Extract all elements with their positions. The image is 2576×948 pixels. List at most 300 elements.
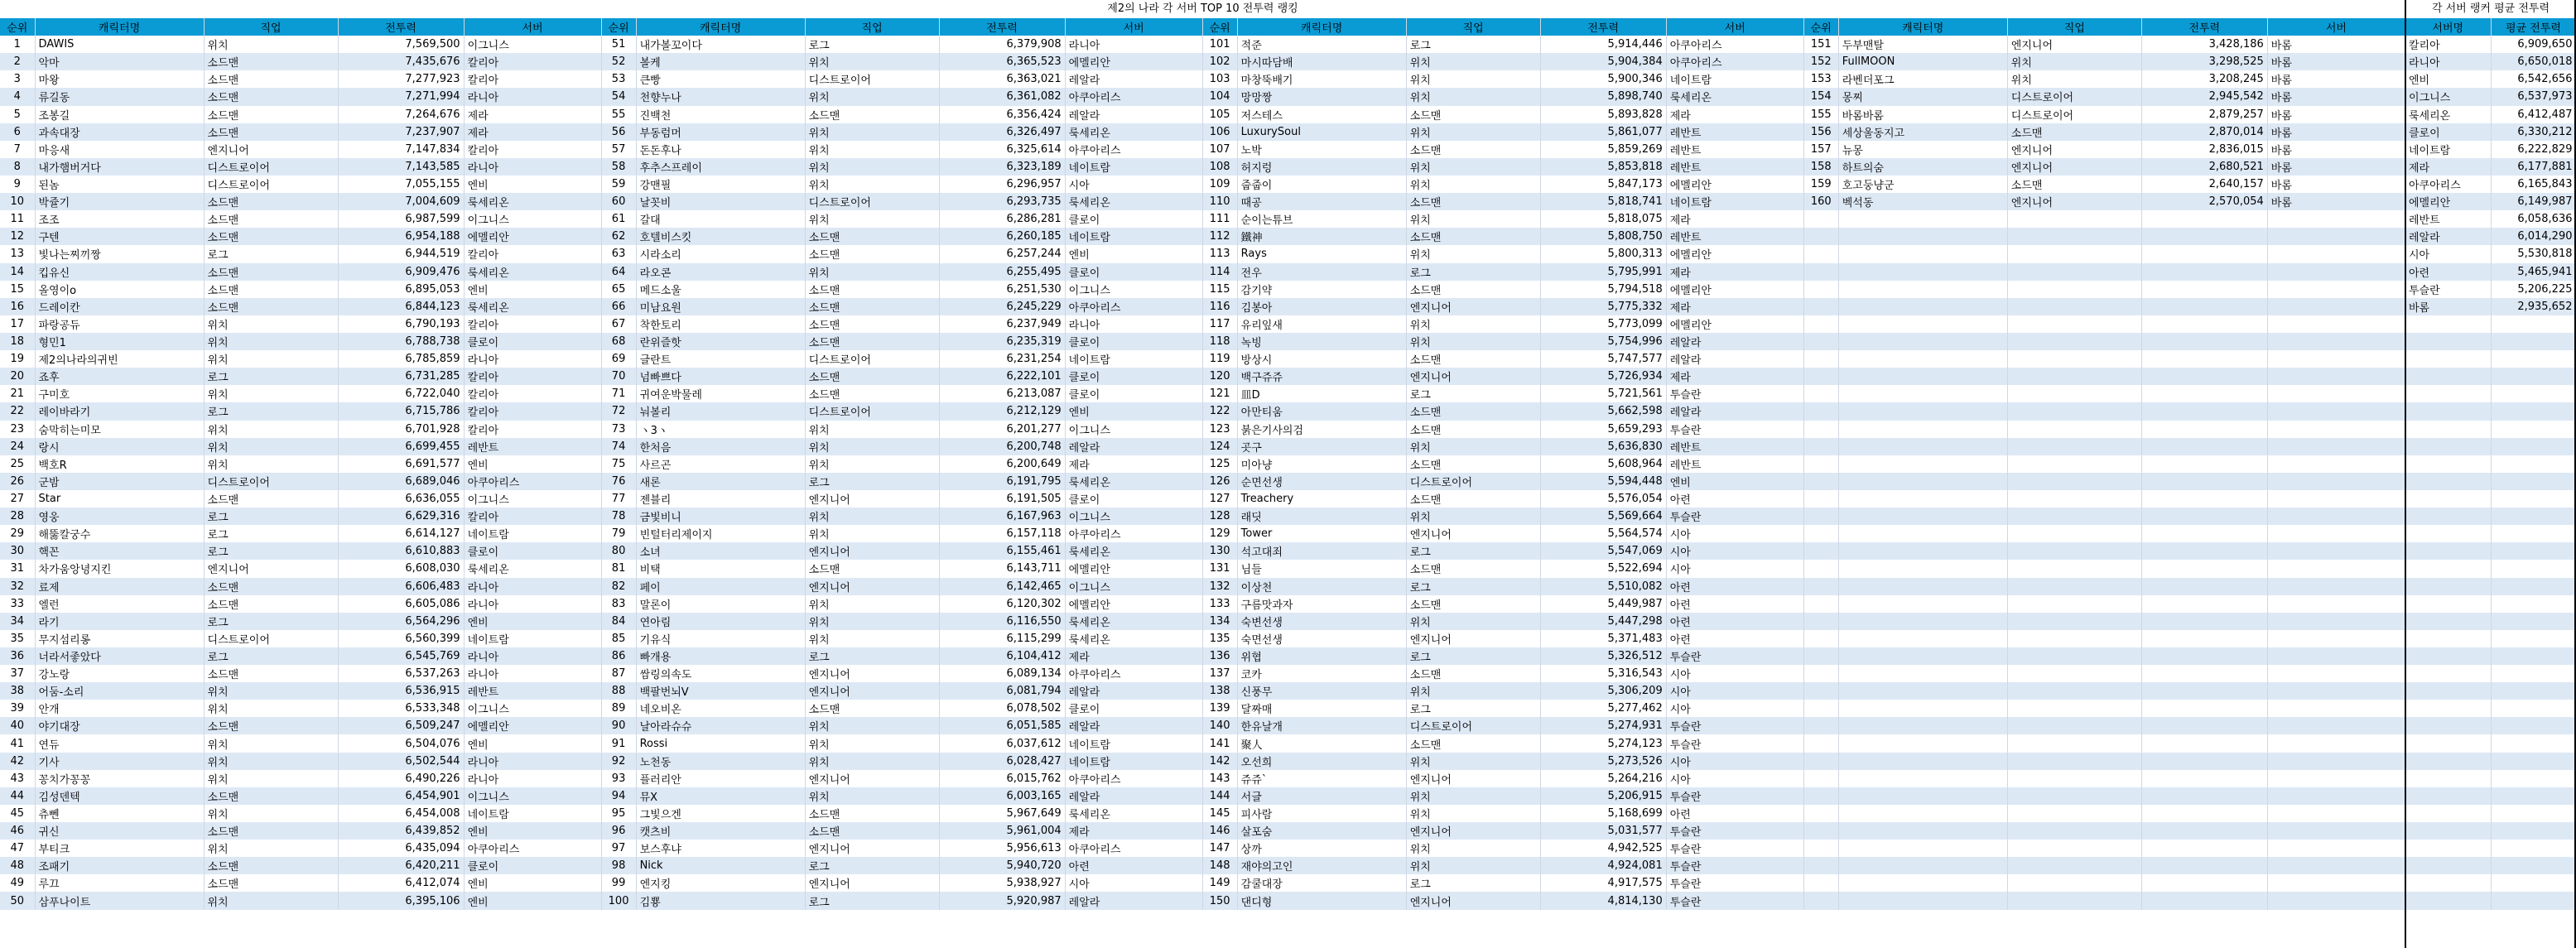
empty-cell — [2007, 753, 2141, 770]
cell-power: 7,004,609 — [338, 193, 464, 210]
server-row — [2405, 123, 2576, 141]
server-row — [2405, 333, 2576, 350]
cell-rank: 66 — [601, 298, 636, 315]
cell-power: 6,286,281 — [939, 210, 1065, 228]
cell-rank: 142 — [1202, 753, 1237, 770]
cell-power: 6,104,412 — [939, 647, 1065, 665]
cell-rank: 134 — [1202, 613, 1237, 630]
cell-class: 엔지니어 — [1406, 822, 1540, 840]
cell-class: 소드맨 — [204, 595, 338, 613]
empty-cell — [2491, 717, 2576, 734]
cell-name: 조봉길 — [35, 106, 204, 123]
empty-cell — [2491, 438, 2576, 455]
empty-cell — [2267, 630, 2405, 647]
empty-cell — [2491, 368, 2576, 385]
cell-name: 드레이칸 — [35, 298, 204, 315]
empty-cell — [2141, 350, 2267, 368]
empty-cell — [2267, 350, 2405, 368]
cell-rank: 38 — [0, 682, 35, 700]
cell-server: 에멜리안 — [1065, 560, 1202, 577]
empty-cell — [2267, 385, 2405, 402]
cell-class: 엔지니어 — [805, 840, 939, 857]
cell-class: 소드맨 — [805, 315, 939, 333]
empty-cell — [2007, 717, 2141, 734]
server-row — [2405, 88, 2576, 105]
empty-cell — [1838, 700, 2007, 717]
cell-rank: 100 — [601, 892, 636, 909]
cell-server: 투슬란 — [1666, 857, 1803, 874]
cell-class: 디스트로이어 — [805, 70, 939, 88]
cell-server: 레알라 — [1065, 682, 1202, 700]
cell-power: 6,537,263 — [338, 665, 464, 682]
cell-class: 로그 — [1406, 542, 1540, 560]
cell-name: 한처음 — [636, 438, 805, 455]
cell-rank: 81 — [601, 560, 636, 577]
cell-name: 재야의고인 — [1237, 857, 1406, 874]
cell-power: 5,808,750 — [1540, 228, 1666, 245]
empty-cell — [2491, 350, 2576, 368]
server-row — [2405, 281, 2576, 298]
cell-power: 5,893,828 — [1540, 106, 1666, 123]
cell-class: 소드맨 — [1406, 106, 1540, 123]
cell-rank: 49 — [0, 874, 35, 892]
cell-name: 새론 — [636, 473, 805, 490]
cell-power: 6,954,188 — [338, 228, 464, 245]
table-row — [0, 647, 2405, 665]
cell-power: 6,257,244 — [939, 245, 1065, 262]
empty-cell — [1803, 822, 1838, 840]
cell-rank: 101 — [1202, 36, 1237, 53]
cell-power: 6,605,086 — [338, 595, 464, 613]
empty-cell — [1803, 578, 1838, 595]
empty-cell — [1803, 665, 1838, 682]
cell-name: 김봉아 — [1237, 298, 1406, 315]
cell-name: 엔지킹 — [636, 874, 805, 892]
cell-class: 소드맨 — [1406, 595, 1540, 613]
cell-class: 로그 — [204, 402, 338, 420]
cell-name: 눠볼리 — [636, 402, 805, 420]
cell-name: 빛나는찌끼짱 — [35, 245, 204, 262]
cell-name: 라오콘 — [636, 263, 805, 281]
empty-cell — [2491, 787, 2576, 805]
cell-power: 5,576,054 — [1540, 490, 1666, 508]
empty-cell — [1803, 770, 1838, 787]
cell-power: 6,533,348 — [338, 700, 464, 717]
column-header-power: 전투력 — [338, 18, 464, 36]
cell-rank: 65 — [601, 281, 636, 298]
empty-cell — [2491, 822, 2576, 840]
cell-server: 레알라 — [1666, 333, 1803, 350]
cell-server: 바롬 — [2267, 70, 2405, 88]
empty-cell — [2267, 613, 2405, 630]
column-header-power: 전투력 — [939, 18, 1065, 36]
empty-cell — [2491, 613, 2576, 630]
server-row — [2405, 822, 2576, 840]
cell-power: 6,731,285 — [338, 368, 464, 385]
cell-name: 숙변선생 — [1237, 613, 1406, 630]
cell-power: 6,560,399 — [338, 630, 464, 647]
cell-name: 박쥴기 — [35, 193, 204, 210]
empty-cell — [2491, 840, 2576, 857]
cell-power: 2,945,542 — [2141, 88, 2267, 105]
cell-name: 코카 — [1237, 665, 1406, 682]
empty-cell — [2007, 350, 2141, 368]
cell-name: 파랑공듀 — [35, 315, 204, 333]
cell-power: 6,051,585 — [939, 717, 1065, 734]
empty-cell — [1838, 874, 2007, 892]
empty-cell — [2007, 857, 2141, 874]
empty-cell — [2405, 770, 2491, 787]
empty-cell — [2267, 315, 2405, 333]
cell-class: 로그 — [204, 508, 338, 525]
cell-rank: 152 — [1803, 53, 1838, 70]
cell-class: 위치 — [1406, 805, 1540, 822]
server-row — [2405, 402, 2576, 420]
cell-rank: 6 — [0, 123, 35, 141]
empty-cell — [2491, 421, 2576, 438]
cell-server: 이그니스 — [1065, 578, 1202, 595]
empty-cell — [2491, 595, 2576, 613]
cell-name: 세상울동지고 — [1838, 123, 2007, 141]
cell-class: 위치 — [805, 455, 939, 473]
cell-server: 제라 — [464, 106, 601, 123]
cell-server: 룩세리온 — [1065, 630, 1202, 647]
cell-rank: 147 — [1202, 840, 1237, 857]
empty-cell — [1838, 665, 2007, 682]
table-row — [0, 857, 2405, 874]
cell-name: Rays — [1237, 245, 1406, 262]
server-row — [2405, 682, 2576, 700]
cell-rank: 30 — [0, 542, 35, 560]
cell-average-power: 6,650,018 — [2491, 53, 2576, 70]
cell-name: 기유식 — [636, 630, 805, 647]
cell-rank: 18 — [0, 333, 35, 350]
cell-name: 미아냥 — [1237, 455, 1406, 473]
cell-server: 바롬 — [2267, 193, 2405, 210]
empty-cell — [2007, 665, 2141, 682]
cell-rank: 121 — [1202, 385, 1237, 402]
cell-power: 6,157,118 — [939, 525, 1065, 542]
cell-server: 바롬 — [2267, 36, 2405, 53]
cell-rank: 95 — [601, 805, 636, 822]
cell-class: 위치 — [204, 892, 338, 909]
cell-name: 과속대장 — [35, 123, 204, 141]
empty-cell — [2267, 734, 2405, 752]
cell-name: 바롬바롬 — [1838, 106, 2007, 123]
cell-rank: 86 — [601, 647, 636, 665]
column-header-server: 서버 — [2267, 18, 2405, 36]
cell-server: 레반트 — [464, 438, 601, 455]
cell-power: 2,680,521 — [2141, 158, 2267, 176]
table-row — [0, 263, 2405, 281]
cell-power: 5,795,991 — [1540, 263, 1666, 281]
cell-name: 볼케 — [636, 53, 805, 70]
cell-rank: 68 — [601, 333, 636, 350]
empty-cell — [1838, 734, 2007, 752]
cell-name: 래딧 — [1237, 508, 1406, 525]
cell-power: 6,222,101 — [939, 368, 1065, 385]
empty-cell — [1803, 455, 1838, 473]
cell-server: 이그니스 — [1065, 508, 1202, 525]
cell-name: 라기 — [35, 613, 204, 630]
cell-server: 라니아 — [464, 158, 601, 176]
empty-cell — [2405, 613, 2491, 630]
cell-server: 엔비 — [464, 892, 601, 909]
empty-cell — [2405, 542, 2491, 560]
empty-cell — [1803, 857, 1838, 874]
empty-cell — [2007, 228, 2141, 245]
cell-power: 6,699,455 — [338, 438, 464, 455]
cell-class: 로그 — [1406, 647, 1540, 665]
cell-power: 4,942,525 — [1540, 840, 1666, 857]
table-row — [0, 333, 2405, 350]
empty-cell — [2405, 822, 2491, 840]
cell-class: 소드맨 — [204, 210, 338, 228]
cell-rank: 21 — [0, 385, 35, 402]
cell-class: 소드맨 — [805, 298, 939, 315]
server-row — [2405, 892, 2576, 909]
cell-rank: 99 — [601, 874, 636, 892]
empty-cell — [2405, 892, 2491, 909]
cell-server: 레알라 — [1065, 892, 1202, 909]
server-row — [2405, 385, 2576, 402]
cell-server: 엔비 — [464, 281, 601, 298]
empty-cell — [1838, 350, 2007, 368]
cell-name: 올영이o — [35, 281, 204, 298]
server-row — [2405, 630, 2576, 647]
cell-class: 로그 — [805, 36, 939, 53]
cell-rank: 14 — [0, 263, 35, 281]
cell-name: 군밤 — [35, 473, 204, 490]
cell-name: 조조 — [35, 210, 204, 228]
cell-power: 6,785,859 — [338, 350, 464, 368]
empty-cell — [2491, 385, 2576, 402]
cell-server: 투슬란 — [1666, 508, 1803, 525]
cell-power: 6,701,928 — [338, 421, 464, 438]
cell-class: 로그 — [1406, 385, 1540, 402]
cell-power: 6,895,053 — [338, 281, 464, 298]
cell-power: 6,037,612 — [939, 734, 1065, 752]
cell-class: 로그 — [204, 245, 338, 262]
cell-power: 5,206,915 — [1540, 787, 1666, 805]
cell-name: 귀신 — [35, 822, 204, 840]
cell-server: 엔비 — [1065, 402, 1202, 420]
cell-name: 돈돈후나 — [636, 141, 805, 158]
empty-cell — [2267, 490, 2405, 508]
cell-server: 클로이 — [1065, 385, 1202, 402]
cell-rank: 35 — [0, 630, 35, 647]
empty-cell — [1803, 595, 1838, 613]
cell-name: 쥬쥬` — [1237, 770, 1406, 787]
cell-server: 제라 — [1065, 822, 1202, 840]
empty-cell — [2141, 333, 2267, 350]
cell-power: 5,794,518 — [1540, 281, 1666, 298]
cell-server: 네이트람 — [464, 805, 601, 822]
cell-class: 소드맨 — [204, 228, 338, 245]
table-row — [0, 473, 2405, 490]
empty-cell — [2141, 473, 2267, 490]
empty-cell — [2267, 892, 2405, 909]
empty-cell — [2267, 263, 2405, 281]
cell-name: 줍줍이 — [1237, 176, 1406, 193]
cell-name: 라벤더포그 — [1838, 70, 2007, 88]
cell-power: 6,987,599 — [338, 210, 464, 228]
cell-rank: 144 — [1202, 787, 1237, 805]
cell-name: 쌈링의속도 — [636, 665, 805, 682]
empty-cell — [1803, 473, 1838, 490]
cell-server: 아쿠아리스 — [1065, 298, 1202, 315]
cell-class: 소드맨 — [1406, 421, 1540, 438]
cell-power: 6,395,106 — [338, 892, 464, 909]
cell-class: 엔지니어 — [2007, 158, 2141, 176]
empty-cell — [2007, 805, 2141, 822]
empty-cell — [1803, 508, 1838, 525]
cell-power: 5,277,462 — [1540, 700, 1666, 717]
cell-power: 6,379,908 — [939, 36, 1065, 53]
ranking-table — [0, 18, 2405, 910]
cell-name: 연듀 — [35, 734, 204, 752]
empty-cell — [2491, 333, 2576, 350]
cell-rank: 27 — [0, 490, 35, 508]
cell-power: 6,155,461 — [939, 542, 1065, 560]
cell-rank: 153 — [1803, 70, 1838, 88]
cell-rank: 93 — [601, 770, 636, 787]
cell-class: 위치 — [204, 840, 338, 857]
cell-power: 6,200,748 — [939, 438, 1065, 455]
empty-cell — [1838, 315, 2007, 333]
cell-rank: 11 — [0, 210, 35, 228]
empty-cell — [2267, 298, 2405, 315]
cell-average-power: 6,330,212 — [2491, 123, 2576, 141]
cell-server: 룩세리온 — [1666, 88, 1803, 105]
cell-name: 서글 — [1237, 787, 1406, 805]
cell-name: 빈털터리제이지 — [636, 525, 805, 542]
cell-class: 디스트로이어 — [805, 350, 939, 368]
cell-rank: 139 — [1202, 700, 1237, 717]
cell-server-name: 에멜리안 — [2405, 193, 2491, 210]
cell-server: 아련 — [1666, 490, 1803, 508]
server-row — [2405, 106, 2576, 123]
cell-server: 아쿠아리스 — [1065, 88, 1202, 105]
cell-power: 6,191,795 — [939, 473, 1065, 490]
cell-average-power: 6,149,987 — [2491, 193, 2576, 210]
empty-cell — [1838, 560, 2007, 577]
cell-power: 7,237,907 — [338, 123, 464, 141]
cell-power: 6,191,505 — [939, 490, 1065, 508]
table-row — [0, 193, 2405, 210]
cell-rank: 113 — [1202, 245, 1237, 262]
cell-name: 그빛으겐 — [636, 805, 805, 822]
empty-cell — [1838, 508, 2007, 525]
table-row — [0, 840, 2405, 857]
cell-name: 석고대죄 — [1237, 542, 1406, 560]
cell-name: 강맨필 — [636, 176, 805, 193]
server-row — [2405, 874, 2576, 892]
cell-average-power: 6,222,829 — [2491, 141, 2576, 158]
cell-name: 붉은기사의검 — [1237, 421, 1406, 438]
table-row — [0, 402, 2405, 420]
cell-name: 후추스프레이 — [636, 158, 805, 176]
server-row — [2405, 36, 2576, 53]
cell-rank: 36 — [0, 647, 35, 665]
cell-power: 7,569,500 — [338, 36, 464, 53]
cell-class: 위치 — [805, 176, 939, 193]
cell-class: 위치 — [1406, 753, 1540, 770]
cell-name: 몽찌 — [1838, 88, 2007, 105]
cell-average-power: 6,537,973 — [2491, 88, 2576, 105]
cell-rank: 150 — [1202, 892, 1237, 909]
cell-name: 삼푸나이트 — [35, 892, 204, 909]
cell-class: 소드맨 — [204, 70, 338, 88]
cell-rank: 133 — [1202, 595, 1237, 613]
cell-name: 천향누나 — [636, 88, 805, 105]
cell-class: 소드맨 — [805, 281, 939, 298]
cell-class: 엔지니어 — [2007, 36, 2141, 53]
cell-rank: 22 — [0, 402, 35, 420]
cell-power: 2,879,257 — [2141, 106, 2267, 123]
cell-rank: 74 — [601, 438, 636, 455]
cell-power: 5,773,099 — [1540, 315, 1666, 333]
cell-server: 시아 — [1666, 665, 1803, 682]
cell-power: 6,454,008 — [338, 805, 464, 822]
cell-class: 엔지니어 — [805, 682, 939, 700]
cell-server: 시아 — [1065, 176, 1202, 193]
empty-cell — [2267, 857, 2405, 874]
cell-power: 5,569,664 — [1540, 508, 1666, 525]
empty-cell — [2007, 840, 2141, 857]
cell-power: 6,115,299 — [939, 630, 1065, 647]
cell-power: 5,659,293 — [1540, 421, 1666, 438]
cell-name: 곳구 — [1237, 438, 1406, 455]
cell-rank: 23 — [0, 421, 35, 438]
cell-name: 무지섬리롱 — [35, 630, 204, 647]
cell-server: 에멜리안 — [1666, 176, 1803, 193]
empty-cell — [2007, 210, 2141, 228]
cell-server: 라니아 — [464, 88, 601, 105]
cell-name: Star — [35, 490, 204, 508]
cell-server: 엔비 — [1065, 245, 1202, 262]
cell-power: 5,818,741 — [1540, 193, 1666, 210]
cell-name: 녹빙 — [1237, 333, 1406, 350]
empty-cell — [1803, 753, 1838, 770]
empty-cell — [2267, 525, 2405, 542]
cell-class: 위치 — [2007, 70, 2141, 88]
cell-name: 강노랑 — [35, 665, 204, 682]
cell-server: 투슬란 — [1666, 385, 1803, 402]
cell-name: 백구쥬쥬 — [1237, 368, 1406, 385]
empty-cell — [2007, 613, 2141, 630]
empty-cell — [2491, 525, 2576, 542]
cell-name: 레이바라기 — [35, 402, 204, 420]
cell-average-power: 6,909,650 — [2491, 36, 2576, 53]
table-row — [0, 630, 2405, 647]
cell-power: 6,412,074 — [338, 874, 464, 892]
cell-server: 네이트람 — [464, 525, 601, 542]
table-row — [0, 665, 2405, 682]
cell-server-name: 레알라 — [2405, 228, 2491, 245]
cell-rank: 122 — [1202, 402, 1237, 420]
cell-rank: 59 — [601, 176, 636, 193]
server-row — [2405, 805, 2576, 822]
cell-power: 6,689,046 — [338, 473, 464, 490]
empty-cell — [2267, 560, 2405, 577]
cell-rank: 41 — [0, 734, 35, 752]
cell-rank: 77 — [601, 490, 636, 508]
cell-power: 6,213,087 — [939, 385, 1065, 402]
cell-rank: 37 — [0, 665, 35, 682]
empty-cell — [1838, 647, 2007, 665]
empty-cell — [2007, 734, 2141, 752]
